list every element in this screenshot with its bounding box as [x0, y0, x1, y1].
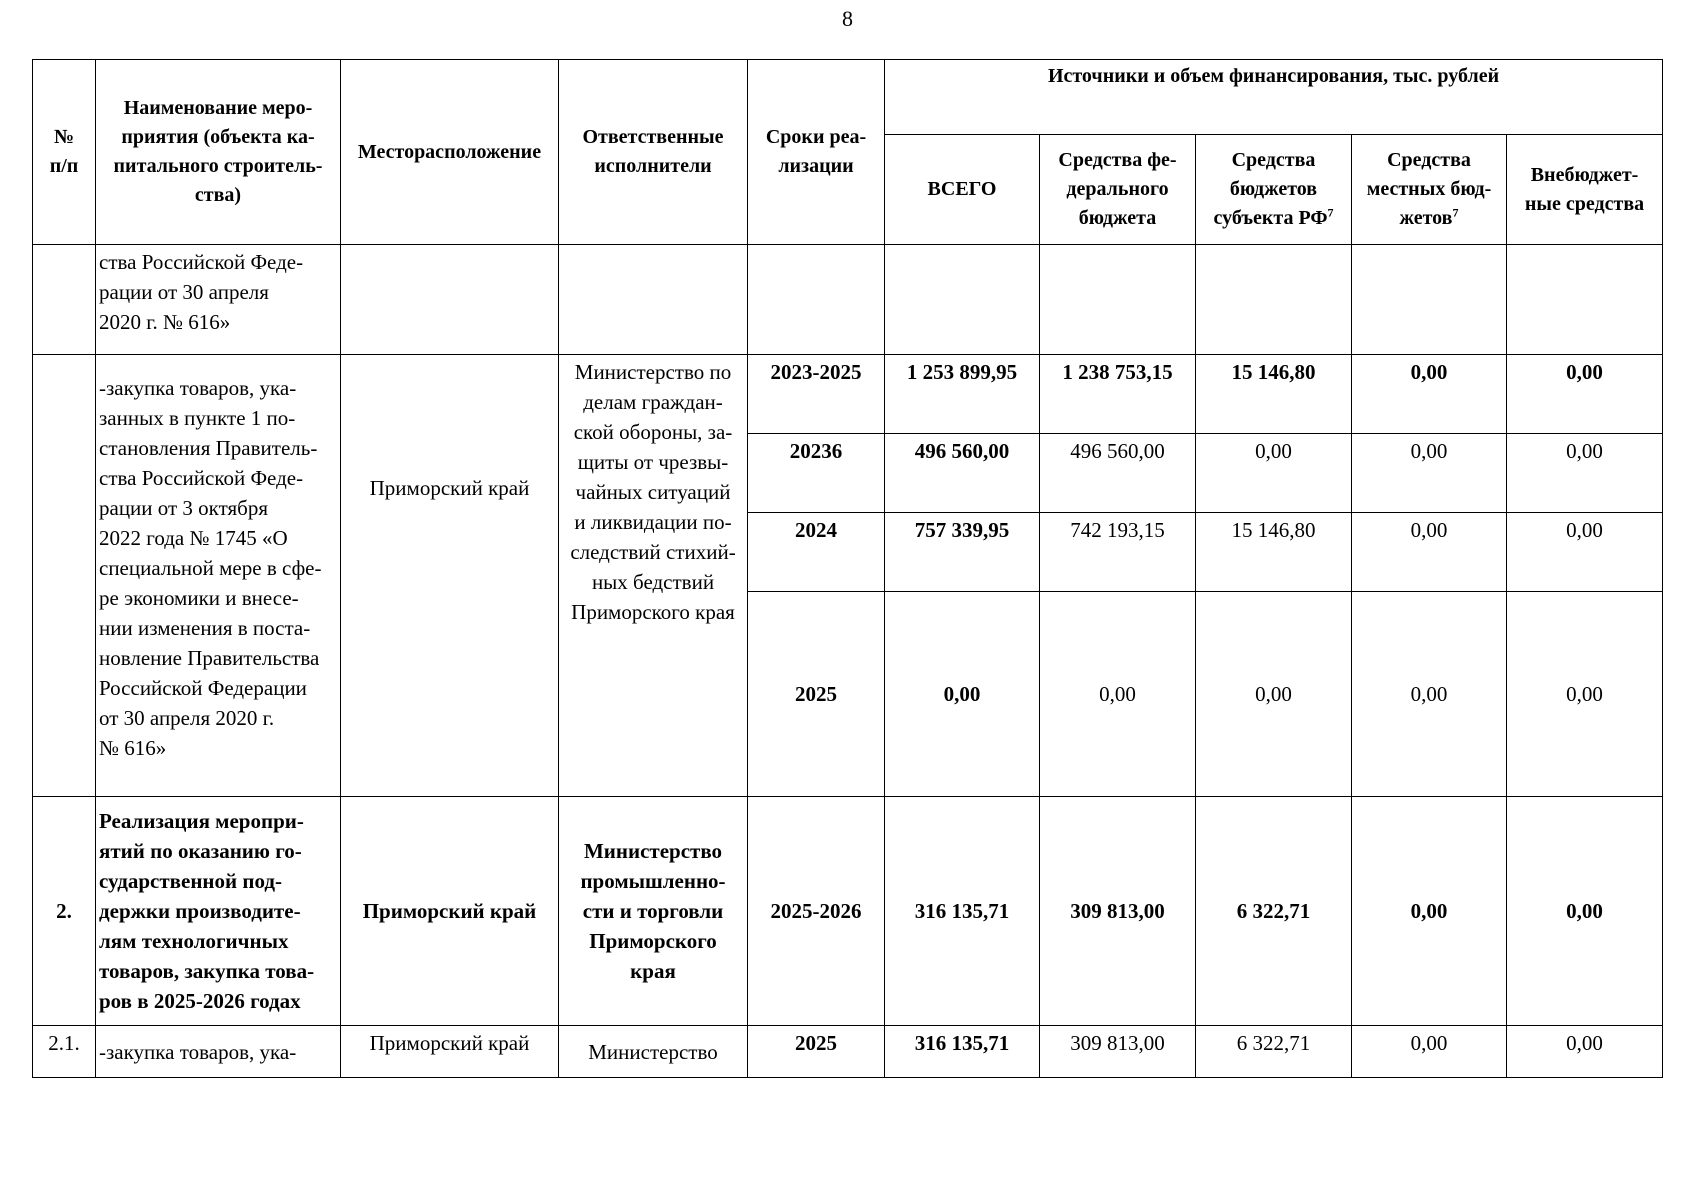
header-name: Наименование меро- приятия (объекта ка- питального строитель- ства): [96, 60, 341, 245]
page-number: 8: [842, 6, 853, 31]
item1-local: 0,00: [1352, 592, 1507, 797]
item2-executors: Министерство промышленно- сти и торговли Приморского края: [559, 797, 748, 1026]
header-num: № п/п: [33, 60, 96, 245]
item2-federal: 309 813,00: [1040, 797, 1196, 1026]
header-total: ВСЕГО: [885, 135, 1040, 245]
item21-num: 2.1.: [33, 1026, 96, 1078]
item1-executors: Министерство по делам граждан- ской обороны, за- щиты от чрезвы- чайных ситуаций и ликвидации по- следствий стихий- ных бедствий Приморского края: [559, 355, 748, 797]
header-row-1: [33, 60, 1663, 135]
item1-total: 0,00: [885, 592, 1040, 797]
item2-extra: 0,00: [1507, 797, 1663, 1026]
item21-location: Приморский край: [341, 1026, 559, 1078]
continuation-name: ства Российской Феде- рации от 30 апреля 2020 г. № 616»: [96, 245, 341, 355]
item1-subject: 15 146,80: [1196, 355, 1352, 434]
table-row: [33, 797, 1663, 1026]
item1-subject: 0,00: [1196, 434, 1352, 513]
item1-extra: 0,00: [1507, 434, 1663, 513]
header-federal: Средства фе- дерального бюджета: [1040, 135, 1196, 245]
item1-local: 0,00: [1352, 513, 1507, 592]
header-location: Месторасположение: [341, 60, 559, 245]
item1-term: 2023-2025: [748, 355, 885, 434]
item2-num: 2.: [33, 797, 96, 1026]
item2-total: 316 135,71: [885, 797, 1040, 1026]
item1-name: -закупка товаров, ука- занных в пункте 1 по- становления Правитель- ства Российской Феде- рации от 3 октября 2022 года № 1745 «О специальной мере в сфе- ре экономики и внесе- нии изменения в поста- новление Правительства Российской Федерации от 30 апреля 2020 г. № 616»: [96, 355, 341, 797]
item2-name: Реализация меропри- ятий по оказанию го- сударственной под- держки производите- лям технологичных товаров, закупка това- ров в 2025-2026 годах: [96, 797, 341, 1026]
header-extra: Внебюджет- ные средства: [1507, 135, 1663, 245]
table-row: [33, 1026, 1663, 1078]
item1-federal: 0,00: [1040, 592, 1196, 797]
item1-federal: 742 193,15: [1040, 513, 1196, 592]
header-funding-group: Источники и объем финансирования, тыс. рублей: [885, 60, 1663, 135]
header-executors: Ответственные исполнители: [559, 60, 748, 245]
item21-subject: 6 322,71: [1196, 1026, 1352, 1078]
header-terms: Сроки реа- лизации: [748, 60, 885, 245]
header-local-footnote: 7: [1452, 205, 1459, 220]
item1-federal: 1 238 753,15: [1040, 355, 1196, 434]
item1-extra: 0,00: [1507, 513, 1663, 592]
table-row: [33, 245, 1663, 355]
item2-term: 2025-2026: [748, 797, 885, 1026]
item1-total: 757 339,95: [885, 513, 1040, 592]
header-local-label: Средства местных бюд- жетов: [1366, 149, 1492, 229]
header-subject: [1196, 135, 1352, 245]
item1-term: 2024: [748, 513, 885, 592]
item1-term: 20236: [748, 434, 885, 513]
table-row: [33, 355, 1663, 434]
item1-subject: 15 146,80: [1196, 513, 1352, 592]
item1-total: 1 253 899,95: [885, 355, 1040, 434]
item1-total: 496 560,00: [885, 434, 1040, 513]
item1-subject: 0,00: [1196, 592, 1352, 797]
item1-location: Приморский край: [341, 355, 559, 797]
item21-term: 2025: [748, 1026, 885, 1078]
item2-local: 0,00: [1352, 797, 1507, 1026]
header-subject-footnote: 7: [1327, 205, 1334, 220]
item21-federal: 309 813,00: [1040, 1026, 1196, 1078]
item1-federal: 496 560,00: [1040, 434, 1196, 513]
item21-local: 0,00: [1352, 1026, 1507, 1078]
item1-extra: 0,00: [1507, 592, 1663, 797]
item1-extra: 0,00: [1507, 355, 1663, 434]
item21-total: 316 135,71: [885, 1026, 1040, 1078]
item1-local: 0,00: [1352, 355, 1507, 434]
item2-location: Приморский край: [341, 797, 559, 1026]
item1-local: 0,00: [1352, 434, 1507, 513]
header-local: [1352, 135, 1507, 245]
item21-extra: 0,00: [1507, 1026, 1663, 1078]
item1-term: 2025: [748, 592, 885, 797]
item2-subject: 6 322,71: [1196, 797, 1352, 1026]
funding-table: [32, 59, 1663, 1078]
item21-name: -закупка товаров, ука-: [96, 1026, 341, 1078]
header-subject-label: Средства бюджетов субъекта РФ: [1213, 149, 1328, 229]
item21-executors: Министерство: [559, 1026, 748, 1078]
